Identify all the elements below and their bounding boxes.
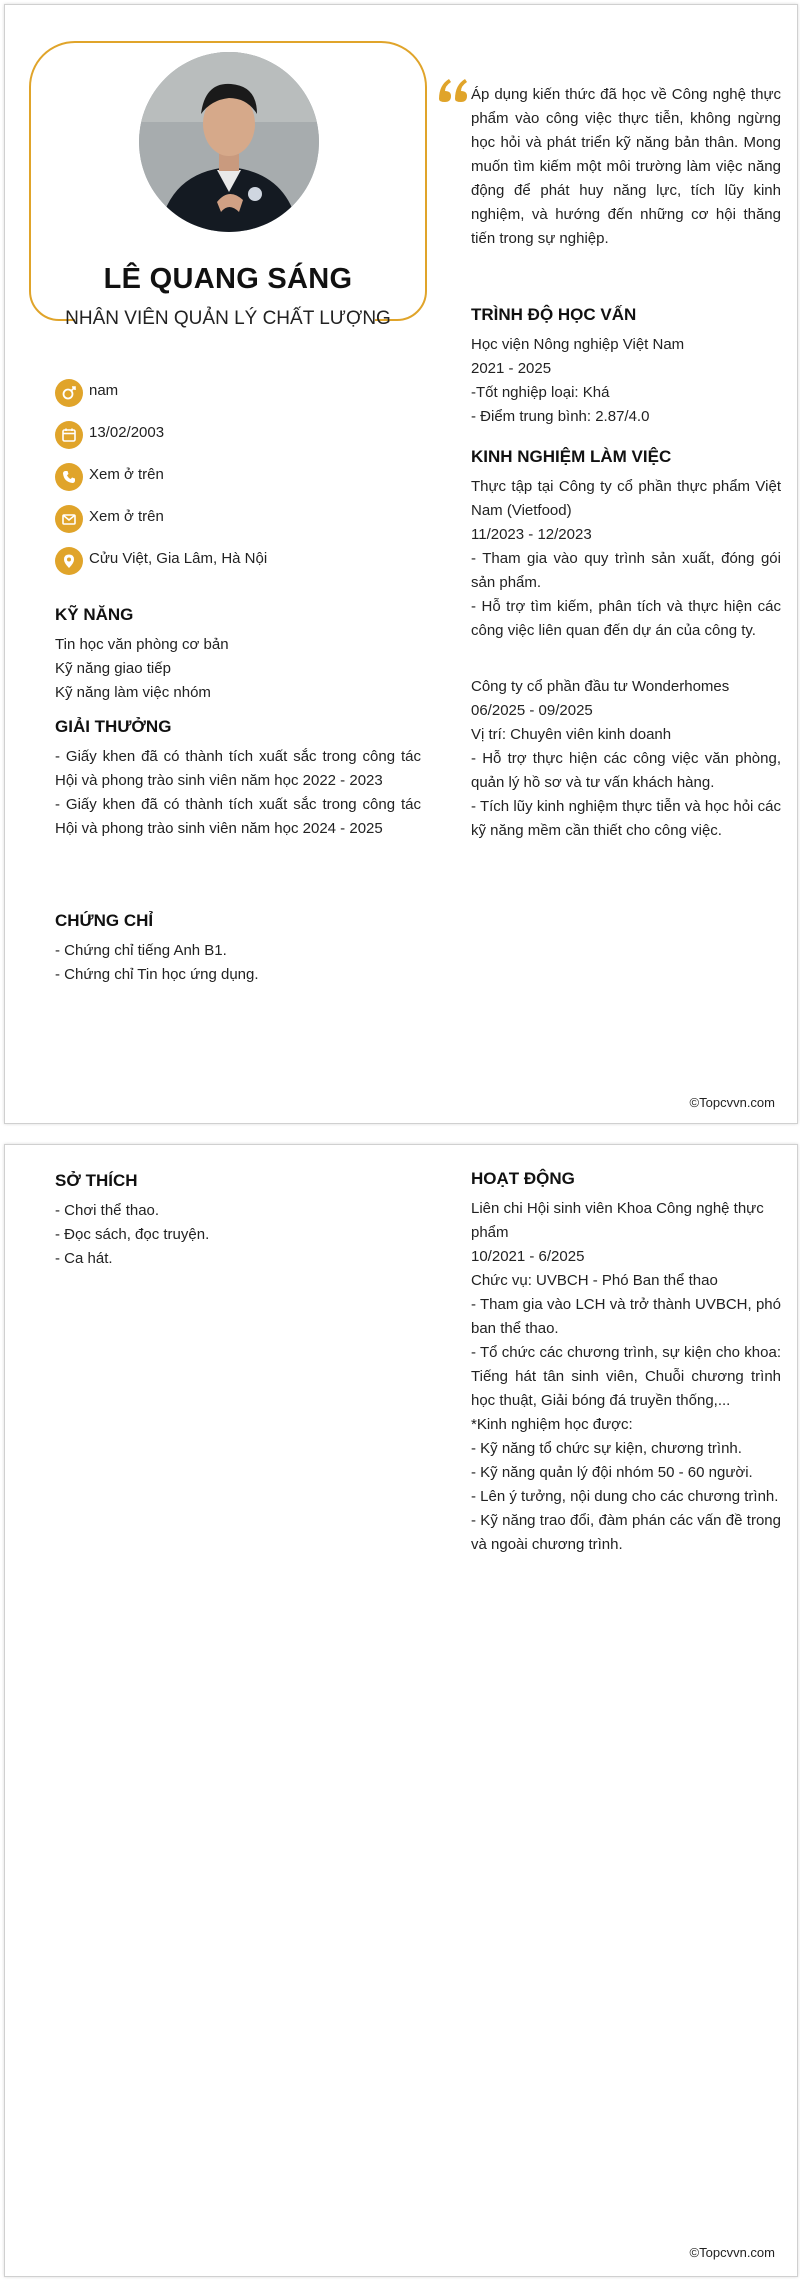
activity-detail: - Tổ chức các chương trình, sự kiện cho khoa: Tiếng hát tân sinh viên, Chuỗi chương trình học thuật, Giải bóng đá truyền thống,... [471,1344,781,1409]
list-item: - Chứng chỉ tiếng Anh B1. [55,942,227,959]
lesson-item: - Lên ý tưởng, nội dung cho các chương trình. [471,1488,779,1505]
contact-email: Xem ở trên [55,505,415,533]
contact-birthday: 13/02/2003 [55,421,415,449]
school-name: Học viện Nông nghiệp Việt Nam [471,336,685,353]
location-icon [55,547,83,575]
experience-job-2 [471,675,781,843]
skills-list [55,633,425,705]
certificates-list [55,939,421,987]
cv-page-1 [4,4,798,1124]
awards-heading: GIẢI THƯỞNG [55,717,172,736]
cv-page-2 [4,1144,798,2277]
education-period: 2021 - 2025 [471,360,552,377]
job-detail: - Tham gia vào quy trình sản xuất, đóng gói sản phẩm. [471,550,781,591]
avatar [139,52,319,232]
candidate-name: LÊ QUANG SÁNG [103,263,353,295]
skills-heading: KỸ NĂNG [55,605,134,624]
education-gpa: - Điểm trung bình: 2.87/4.0 [471,408,650,425]
hobbies-list [55,1199,421,1271]
contact-address: Cửu Việt, Gia Lâm, Hà Nội [55,547,415,575]
contact-phone: Xem ở trên [55,463,415,491]
lesson-item: - Kỹ năng quản lý đội nhóm 50 - 60 người. [471,1464,753,1481]
job-detail: - Hỗ trợ thực hiện các công việc văn phòng, quản lý hồ sơ và tư vấn khách hàng. [471,750,781,791]
hobbies-heading: SỞ THÍCH [55,1171,138,1190]
activity-role: Chức vụ: UVBCH - Phó Ban thể thao [471,1272,718,1289]
list-item: Tin học văn phòng cơ bản [55,636,229,653]
job-role: Vị trí: Chuyên viên kinh doanh [471,726,672,743]
activity-org: Liên chi Hội sinh viên Khoa Công nghệ thực phẩm [471,1200,764,1241]
job-title: NHÂN VIÊN QUẢN LÝ CHẤT LƯỢNG [65,308,391,329]
list-item: Kỹ năng giao tiếp [55,660,171,677]
career-objective: Áp dụng kiến thức đã học về Công nghệ thực phẩm vào công việc thực tiễn, không ngừng học hỏi và phát triển kỹ năng bản thân. Mong muốn tìm kiếm một môi trường làm việc năng động để phát huy năng lực, tích lũy kinh nghiệm, và hướng đến những cơ hội thăng tiến trong sự nghiệp. [471,86,781,247]
job-period: 06/2025 - 09/2025 [471,702,593,719]
lessons-heading: *Kinh nghiệm học được: [471,1416,633,1433]
education-rank: -Tốt nghiệp loại: Khá [471,384,610,401]
email-icon [55,505,83,533]
list-item: Kỹ năng làm việc nhóm [55,684,211,701]
activity-detail: - Tham gia vào LCH và trở thành UVBCH, phó ban thể thao. [471,1296,781,1337]
activities-heading: HOẠT ĐỘNG [471,1169,575,1188]
list-item: - Chơi thể thao. [55,1202,160,1219]
list-item: - Giấy khen đã có thành tích xuất sắc trong công tác Hội và phong trào sinh viên năm học 2022 - 2023 [55,748,421,789]
experience-heading: KINH NGHIỆM LÀM VIỆC [471,447,672,466]
job-detail: - Tích lũy kinh nghiệm thực tiễn và học hỏi các kỹ năng mềm cần thiết cho công việc. [471,798,781,839]
lesson-item: - Kỹ năng tổ chức sự kiện, chương trình. [471,1440,742,1457]
gender-icon [55,379,83,407]
experience-job-1 [471,475,781,643]
education-details [471,333,781,429]
job-period: 11/2023 - 12/2023 [471,526,592,543]
company-name: Thực tập tại Công ty cổ phần thực phẩm Việt Nam (Vietfood) [471,478,781,519]
lesson-item: - Kỹ năng trao đổi, đàm phán các vấn đề trong và ngoài chương trình. [471,1512,781,1553]
certificates-heading: CHỨNG CHỈ [55,911,154,930]
footer-watermark: ©Topcvvn.com [689,1095,775,1110]
contact-gender: nam [55,379,415,407]
list-item: - Giấy khen đã có thành tích xuất sắc trong công tác Hội và phong trào sinh viên năm học 2024 - 2025 [55,796,421,837]
calendar-icon [55,421,83,449]
phone-icon [55,463,83,491]
activities-details [471,1197,781,1557]
company-name: Công ty cổ phần đầu tư Wonderhomes [471,678,730,695]
list-item: - Đọc sách, đọc truyện. [55,1226,210,1243]
quote-icon [437,73,471,107]
footer-watermark: ©Topcvvn.com [689,2245,775,2260]
job-detail: - Hỗ trợ tìm kiếm, phân tích và thực hiện các công việc liên quan đến dự án của công ty. [471,598,781,639]
activity-period: 10/2021 - 6/2025 [471,1248,585,1265]
list-item: - Ca hát. [55,1250,113,1267]
awards-list [55,745,421,841]
list-item: - Chứng chỉ Tin học ứng dụng. [55,966,259,983]
education-heading: TRÌNH ĐỘ HỌC VẤN [471,305,637,324]
